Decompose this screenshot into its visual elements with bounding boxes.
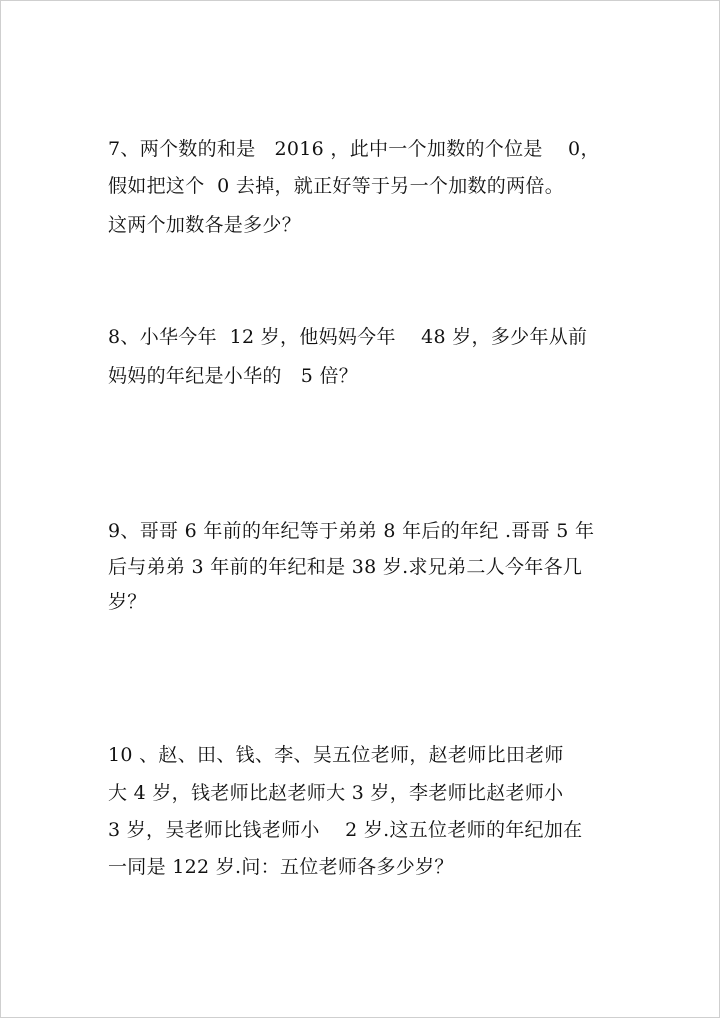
problem-7-line-3: 这两个加数各是多少？ xyxy=(108,214,302,236)
problem-9-line-2: 后与弟弟 3 年前的年纪和是 38 岁.求兄弟二人今年各几 xyxy=(108,556,583,578)
problem-9-line-3: 岁？ xyxy=(108,591,147,613)
problem-9-line-1: 9、哥哥 6 年前的年纪等于弟弟 8 年后的年纪 .哥哥 5 年 xyxy=(108,520,595,542)
problem-10-line-3: 3 岁，吴老师比钱老师小 2 岁.这五位老师的年纪加在 xyxy=(108,819,583,841)
problem-8-line-1: 8、小华今年 12 岁，他妈妈今年 48 岁，多少年从前 xyxy=(108,326,588,348)
problem-8-line-2: 妈妈的年纪是小华的 5 倍？ xyxy=(108,365,359,387)
problem-10-line-2: 大 4 岁，钱老师比赵老师大 3 岁，李老师比赵老师小 xyxy=(108,782,564,804)
problem-10-line-1: 10 、赵、田、钱、李、吴五位老师，赵老师比田老师 xyxy=(108,744,564,766)
problem-7-line-1: 7、两个数的和是 2016 ，此中一个加数的个位是 0， xyxy=(108,138,600,160)
problem-7-line-2: 假如把这个 0 去掉，就正好等于另一个加数的两倍。 xyxy=(108,175,565,197)
problem-10-line-4: 一同是 122 岁.问：五位老师各多少岁？ xyxy=(108,856,454,878)
